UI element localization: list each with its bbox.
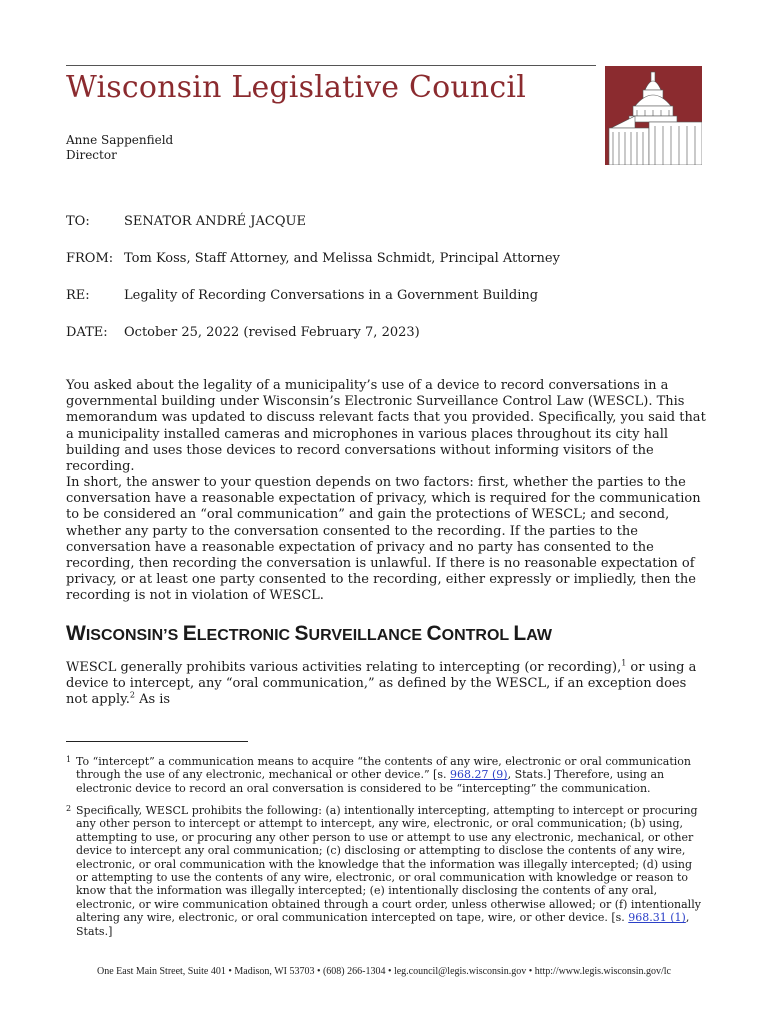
footnote-segment: , Stats.] Therefore, using an electronic device to record an oral conversation is considered to be “intercepting” the communication.: [76, 768, 665, 795]
memo-re-label: RE:: [66, 288, 90, 303]
memo-date-label: DATE:: [66, 325, 108, 340]
footnote-2: [66, 804, 706, 938]
footnote-1: [66, 755, 706, 795]
memo-to-value: SENATOR ANDRÉ JACQUE: [124, 214, 306, 229]
statute-link-968-27[interactable]: 968.27 (9): [450, 768, 508, 782]
memo-to: [66, 214, 306, 230]
footnote-segment: Specifically, WESCL prohibits the following: (a) intentionally intercepting, attempting to intercept or procuring any other person to intercept or attempt to intercept, any wire, electronic, or oral communication; (b) using, attempting to use, or procuring any other person to use or attempt to use any electronic, mechanical, or other device to intercept any oral communication; (c) disclosing or attempting to disclose the contents of any wire, electronic, or oral communication with the knowledge that the information was illegally intercepted; (d) using or attempting to use the contents of any wire, electronic, or oral communication with knowledge or reason to know that the information was illegally intercepted; (e) intentionally disclosing the contents of any oral, electronic, or wire communication obtained through a court order, unless otherwise allowed; or (f) intentionally altering any wire, electronic, or oral communication intercepted on tape, wire, or other device. [s.: [76, 804, 701, 925]
director-block: [66, 133, 173, 163]
footnote-segment: , Stats.]: [76, 911, 690, 938]
footnote-ref-1[interactable]: 1: [621, 658, 627, 668]
memo-from-value: Tom Koss, Staff Attorney, and Melissa Schmidt, Principal Attorney: [124, 251, 560, 266]
heading-smallcaps: ONTROL: [441, 627, 514, 644]
memo-date: [66, 325, 420, 341]
paragraph-segment: or using a device to intercept, any “oral communication,” as defined by the WESCL, if an exception does not apply.: [66, 660, 697, 708]
body-paragraph-2: [66, 475, 706, 605]
heading-smallcaps: AW: [526, 627, 552, 644]
memo-to-label: TO:: [66, 214, 90, 229]
footnote-segment: To “intercept” a communication means to acquire “the contents of any wire, electronic or oral communication through the use of any electronic, mechanical or other device.” [s.: [76, 755, 692, 782]
memo-date-value: October 25, 2022 (revised February 7, 2023): [124, 325, 420, 340]
paragraph-text: In short, the answer to your question depends on two factors: first, whether the parties to the conversation have a reasonable expectation of privacy, which is required for the communication to be considered an “oral communication” and gain the protections of WESCL; and second, whether any party to the conversation consented to the recording. If the parties to the conversation have a reasonable expectation of privacy and no party has consented to the recording, then recording the conversation is unlawful. If there is no reasonable expectation of privacy, or at least one party consented to the recording, either expressly or impliedly, then the recording is not in violation of WESCL.: [66, 475, 701, 604]
memo-re: [66, 288, 538, 304]
page-footer: One East Main Street, Suite 401 • Madison, WI 53703 • (608) 266-1304 • leg.council@legis.wisconsin.gov • http://www.legis.wisconsin.gov/lc: [97, 966, 671, 977]
footnote-divider: [66, 741, 248, 742]
section-heading: [66, 622, 552, 646]
heading-cap: S: [294, 622, 309, 645]
paragraph-segment: WESCL generally prohibits various activities relating to intercepting (or recording),: [66, 660, 622, 675]
heading-smallcaps: URVEILLANCE: [308, 627, 427, 644]
paragraph-text: You asked about the legality of a municipality’s use of a device to record conversations in a governmental building under Wisconsin’s Electronic Surveillance Control Law (WESCL). This memorandum was updated to discuss relevant facts that you provided. Specifically, you said that a municipality installed cameras and microphones in various places throughout its city hall building and uses those devices to record conversations without informing visitors of the recording.: [66, 378, 706, 475]
body-paragraph-1: [66, 378, 706, 475]
heading-cap: C: [426, 622, 442, 645]
footnote-text: [66, 755, 706, 795]
memo-from: [66, 251, 560, 267]
footnote-number: 1: [66, 755, 72, 764]
director-name: Anne Sappenfield: [66, 133, 174, 147]
statute-link-968-31[interactable]: 968.31 (1): [628, 911, 686, 925]
heading-cap: E: [182, 622, 197, 645]
memo-from-label: FROM:: [66, 251, 114, 266]
paragraph-text: [66, 660, 706, 709]
director-title: Director: [66, 148, 117, 162]
body-paragraph-3: [66, 660, 706, 709]
paragraph-segment: As is: [134, 692, 171, 708]
heading-cap: W: [66, 622, 86, 645]
heading-cap: L: [513, 622, 527, 645]
heading-smallcaps: ISCONSIN’S: [85, 627, 183, 644]
footnote-number: 2: [66, 804, 72, 813]
header-rule: [66, 65, 596, 66]
footnote-ref-2[interactable]: 2: [129, 691, 135, 701]
footnote-text: [66, 804, 706, 938]
heading-smallcaps: LECTRONIC: [196, 627, 295, 644]
capitol-logo: [605, 66, 702, 165]
memo-re-value: Legality of Recording Conversations in a Government Building: [124, 288, 539, 303]
page-title: Wisconsin Legislative Council: [66, 70, 527, 105]
